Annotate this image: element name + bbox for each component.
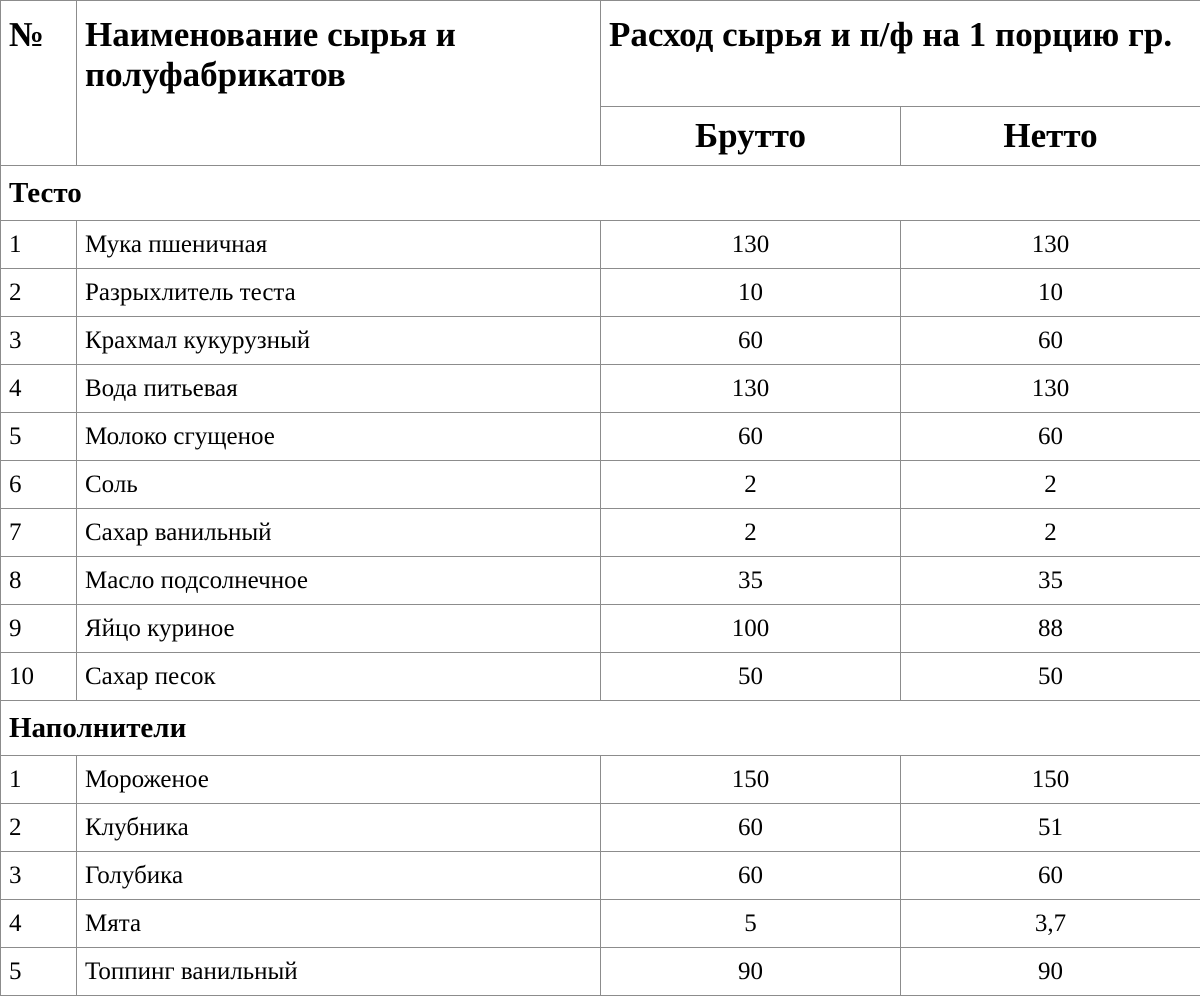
ingredient-name: Яйцо куриное: [77, 605, 601, 653]
table-row: [1, 653, 1200, 701]
row-number: 9: [1, 605, 77, 653]
row-number: 5: [1, 948, 77, 996]
table-row: [1, 900, 1200, 948]
net-value: 2: [901, 461, 1200, 509]
table-row: [1, 461, 1200, 509]
table-row: [1, 317, 1200, 365]
header-gross: Брутто: [601, 107, 901, 166]
ingredient-name: Голубика: [77, 852, 601, 900]
row-number: 8: [1, 557, 77, 605]
row-number: 4: [1, 900, 77, 948]
row-number: 2: [1, 269, 77, 317]
gross-value: 90: [601, 948, 901, 996]
net-value: 90: [901, 948, 1200, 996]
gross-value: 50: [601, 653, 901, 701]
row-number: 5: [1, 413, 77, 461]
gross-value: 60: [601, 804, 901, 852]
ingredient-name: Клубника: [77, 804, 601, 852]
net-value: 60: [901, 852, 1200, 900]
ingredient-name: Вода питьевая: [77, 365, 601, 413]
row-number: 10: [1, 653, 77, 701]
row-number: 3: [1, 852, 77, 900]
table-row: [1, 413, 1200, 461]
row-number: 2: [1, 804, 77, 852]
header-net: Нетто: [901, 107, 1200, 166]
section-row: [1, 166, 1200, 221]
gross-value: 2: [601, 509, 901, 557]
net-value: 3,7: [901, 900, 1200, 948]
table-row: [1, 804, 1200, 852]
row-number: 1: [1, 221, 77, 269]
gross-value: 60: [601, 317, 901, 365]
ingredient-name: Молоко сгущеное: [77, 413, 601, 461]
gross-value: 130: [601, 365, 901, 413]
row-number: 1: [1, 756, 77, 804]
row-number: 6: [1, 461, 77, 509]
section-title: Наполнители: [1, 701, 1200, 756]
net-value: 51: [901, 804, 1200, 852]
net-value: 50: [901, 653, 1200, 701]
ingredient-name: Мороженое: [77, 756, 601, 804]
table-row: [1, 852, 1200, 900]
gross-value: 10: [601, 269, 901, 317]
row-number: 7: [1, 509, 77, 557]
row-number: 3: [1, 317, 77, 365]
gross-value: 130: [601, 221, 901, 269]
gross-value: 150: [601, 756, 901, 804]
section-row: [1, 701, 1200, 756]
net-value: 60: [901, 317, 1200, 365]
gross-value: 100: [601, 605, 901, 653]
net-value: 88: [901, 605, 1200, 653]
header-row: [1, 1, 1200, 107]
table-row: [1, 221, 1200, 269]
table-row: [1, 756, 1200, 804]
ingredient-name: Масло подсолнечное: [77, 557, 601, 605]
ingredient-name: Сахар ванильный: [77, 509, 601, 557]
table-row: [1, 605, 1200, 653]
ingredient-name: Разрыхлитель теста: [77, 269, 601, 317]
net-value: 60: [901, 413, 1200, 461]
gross-value: 2: [601, 461, 901, 509]
ingredient-name: Соль: [77, 461, 601, 509]
ingredient-name: Топпинг ванильный: [77, 948, 601, 996]
table-row: [1, 948, 1200, 996]
table-row: [1, 557, 1200, 605]
gross-value: 5: [601, 900, 901, 948]
net-value: 130: [901, 365, 1200, 413]
row-number: 4: [1, 365, 77, 413]
section-title: Тесто: [1, 166, 1200, 221]
net-value: 10: [901, 269, 1200, 317]
net-value: 150: [901, 756, 1200, 804]
ingredient-name: Сахар песок: [77, 653, 601, 701]
header-consumption: Расход сырья и п/ф на 1 порцию гр.: [601, 1, 1200, 107]
gross-value: 60: [601, 852, 901, 900]
ingredient-name: Мука пшеничная: [77, 221, 601, 269]
net-value: 2: [901, 509, 1200, 557]
gross-value: 35: [601, 557, 901, 605]
net-value: 130: [901, 221, 1200, 269]
header-number: №: [1, 1, 77, 166]
ingredient-name: Мята: [77, 900, 601, 948]
table-row: [1, 509, 1200, 557]
header-name: Наименование сырья и полуфабрикатов: [77, 1, 601, 166]
ingredient-name: Крахмал кукурузный: [77, 317, 601, 365]
net-value: 35: [901, 557, 1200, 605]
table-row: [1, 365, 1200, 413]
gross-value: 60: [601, 413, 901, 461]
table-row: [1, 269, 1200, 317]
